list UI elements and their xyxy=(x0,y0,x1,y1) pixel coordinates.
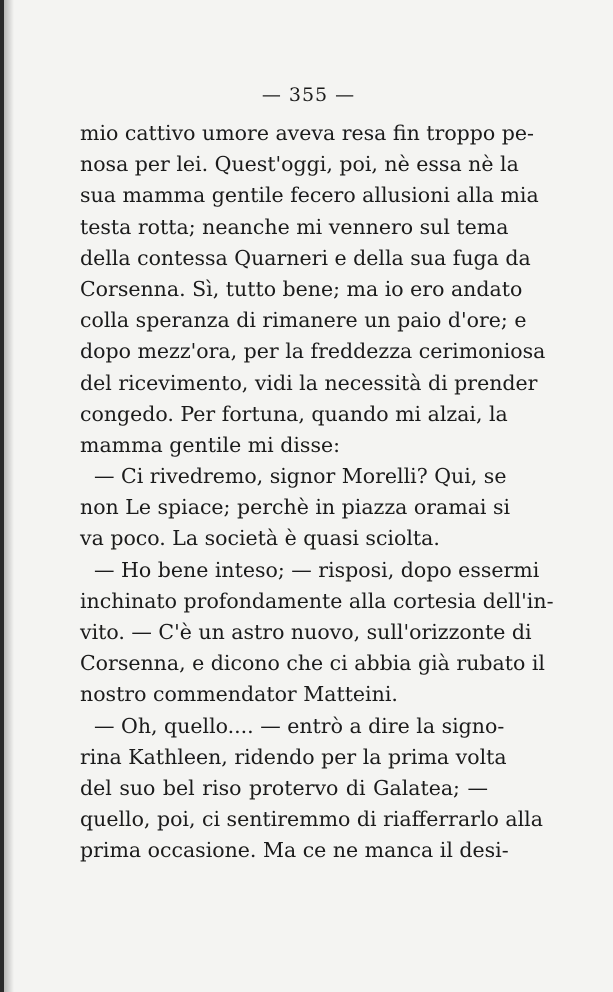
text-line: nosa per lei. Quest'oggi, poi, nè essa nè la xyxy=(80,152,519,177)
text-line: — Ci rivedremo, signor Morelli? Qui, se xyxy=(94,464,507,489)
text-line: della contessa Quarneri e della sua fuga da xyxy=(80,245,531,270)
text-line: quello, poi, ci sentiremmo di riafferrarlo alla xyxy=(80,807,543,832)
text-line: mamma gentile mi disse: xyxy=(80,432,341,457)
text-line: nostro commendator Matteini. xyxy=(80,682,398,707)
page-number: — 355 — xyxy=(261,84,356,106)
text-line: del suo bel riso protervo di Galatea; — xyxy=(80,775,488,800)
text-line: mio cattivo umore aveva resa fin troppo pe- xyxy=(80,121,534,145)
text-line: del ricevimento, vidi la necessità di prender xyxy=(80,370,538,395)
text-line: inchinato profondamente alla cortesia dell'in- xyxy=(80,588,554,613)
text-line: sua mamma gentile fecero allusioni alla mia xyxy=(80,183,539,208)
spine-shadow xyxy=(4,0,14,992)
text-line: prima occasione. Ma ce ne manca il desi- xyxy=(80,838,509,863)
body-text xyxy=(80,118,554,867)
text-line: — Oh, quello.... — entrò a dire la signo- xyxy=(94,713,505,738)
text-line: Corsenna. Sì, tutto bene; ma io ero andato xyxy=(80,276,523,301)
text-line: dopo mezz'ora, per la freddezza cerimoniosa xyxy=(80,339,546,364)
text-line: — Ho bene inteso; — risposi, dopo essermi xyxy=(94,557,540,582)
text-line: non Le spiace; perchè in piazza oramai si xyxy=(80,495,511,520)
text-line: testa rotta; neanche mi vennero sul tema xyxy=(80,214,509,239)
text-line: colla speranza di rimanere un paio d'ore; e xyxy=(80,308,527,333)
text-line: va poco. La società è quasi sciolta. xyxy=(80,526,440,551)
text-line: Corsenna, e dicono che ci abbia già rubato il xyxy=(80,651,545,676)
text-line: vito. — C'è un astro nuovo, sull'orizzonte di xyxy=(80,620,532,644)
text-line: rina Kathleen, ridendo per la prima volta xyxy=(80,744,507,769)
text-line: congedo. Per fortuna, quando mi alzai, la xyxy=(80,401,508,426)
